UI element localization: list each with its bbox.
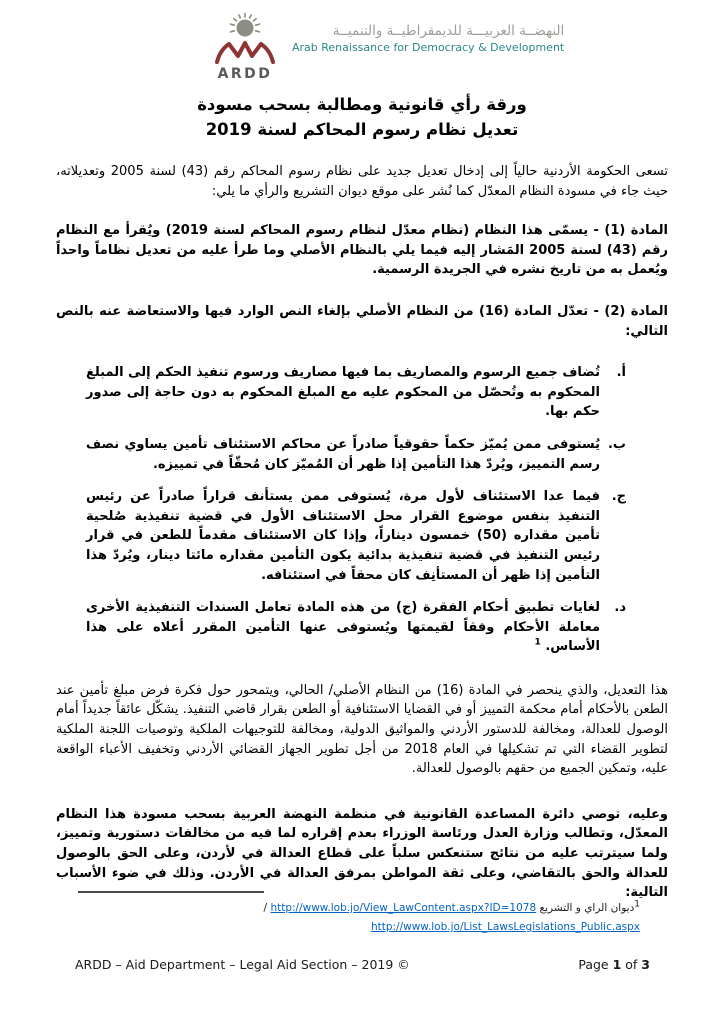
footnote-marker: 1 <box>634 899 640 910</box>
document-title-line2: تعديل نظام رسوم المحاكم لسنة 2019 <box>205 120 519 139</box>
list-item-d <box>86 598 626 657</box>
page-footer <box>75 957 650 972</box>
footnote-separator-rule <box>78 891 264 893</box>
document-title-line1: ورقة رأي قانونية ومطالبة بسحب مسودة <box>197 95 527 114</box>
list-item-b <box>86 435 626 474</box>
footnote-link-2[interactable]: http://www.lob.jo/List_LawsLegislations_Public.aspx <box>370 921 640 933</box>
footnote-link-1[interactable]: http://www.lob.jo/View_LawContent.aspx?ID=1078 <box>270 902 537 914</box>
footnote-area <box>78 891 640 937</box>
list-item-d-text <box>86 598 600 657</box>
footer-left-text: ARDD – Aid Department – Legal Aid Section – 2019 © <box>75 957 410 972</box>
page-of-label: of <box>621 957 642 972</box>
footnote-slash: / <box>263 902 268 914</box>
list-item-a-marker: أ. <box>616 365 626 381</box>
org-name-english: Arab Renaissance for Democracy & Development <box>292 41 565 54</box>
footnote-reference-1: 1 <box>534 637 541 648</box>
list-item-b-text: يُستوفى ممن يُميّز حكماً حقوقياً صادراً عن محاكم الاستئناف تأمين يساوي نصف رسم التمييز، ويُردّ هذا التأمين إذا ظهر أن المُميّز كان مُحقّاً في تمييزه. <box>86 436 600 472</box>
list-item-j-text: فيما عدا الاستئناف لأول مرة، يُستوفى ممن يستأنف قراراً صادراً عن رئيس التنفيذ بنفس موضوع القرار محل الاستئناف الأول في قضية تنفيذية صُلحية تأمين مقداره (50) خمسون ديناراً، وإذا كان الاستئناف مقدماً للطعن في قرار رئيس التنفيذ في قضية تنفيذية بدائية يكون التأمين مقداره مائتا دينار، ويُردّ هذا التأمين إذا ظهر أن المستأنِف كان محقاً في استئنافه. <box>86 489 600 583</box>
list-item-d-marker: د. <box>614 600 626 616</box>
ardd-logo-icon-block <box>210 12 280 82</box>
list-item-a <box>86 363 626 422</box>
page-number <box>578 957 650 972</box>
article-2-paragraph: المادة (2) - تعدّل المادة (16) من النظام الأصلي بإلغاء النص الوارد فيها والاستعاضة عنه بالنص التالي: <box>56 303 669 339</box>
footnote-label: ديوان الراي و التشريع <box>539 902 635 914</box>
article-1-paragraph: المادة (1) - يسمّى هذا النظام (نظام معدّل لنظام رسوم المحاكم لسنة 2019) ويُقرأ مع النظام رقم (43) لسنة 2005 المَشار إليه فيما يلي بالنظام الأصلي وما طرأ عليه من تعديل نظاماً واحداً ويُعمل به من تاريخ نشره في الجريدة الرسمية. <box>56 223 669 278</box>
ardd-sun-people-icon <box>212 12 278 64</box>
ardd-logo-names <box>292 12 564 82</box>
ardd-wordmark: ARDD <box>217 66 273 82</box>
page-current: 1 <box>612 957 622 972</box>
list-item-j-marker: ج. <box>611 489 626 505</box>
document-title <box>0 92 724 142</box>
ardd-logo <box>210 12 564 82</box>
page-label: Page <box>578 957 613 972</box>
analysis-paragraph: هذا التعديل، والذي ينحصر في المادة (16) من النظام الأصلي/ الحالي، ويتمحور حول فكرة فرض مبلغ تأمين عند الطعن بالأحكام أمام محكمة التمييز أو في القضايا الاستئنافية أو الطعن بقرار قاضي التنفيذ. يشكّل عائقاً جديداً أمام الوصول للعدالة، ومخالفة للدستور الأردني والمواثيق الدولية، ومخالفة للتوجيهات الملكية وتوصيات اللجنة الملكية لتطوير القضاء التي تم تشكيلها في العام 2018 من أجل تطوير الجهاز القضائي الأردني وتخفيف الأعباء الواقعة عليه، وتمكين الجميع من حقهم بالوصول للعدالة. <box>56 682 668 777</box>
intro-paragraph: تسعى الحكومة الأردنية حالياً إلى إدخال تعديل جديد على نظام رسوم المحاكم رقم (43) لسنة 2005 وتعديلاته، حيث جاء في مسودة النظام المعدّل كما نُشر على موقع ديوان التشريع والرأي ما يلي: <box>56 164 668 199</box>
list-item-b-marker: ب. <box>607 436 626 452</box>
org-name-arabic: النهضــة العربيـــة للديمقراطيــة والتنميــة <box>332 23 565 39</box>
recommendation-paragraph: وعليه، توصي دائرة المساعدة القانونية في منظمة النهضة العربية بسحب مسودة هذا النظام المعدّل، وتطالب وزارة العدل ورئاسة الوزراء بعدم إقراره لما فيه من مخالفات دستورية وتمييز، ولما سيترتب عليه من نتائج ستنعكس سلباً على قطاع العدالة في لأردن، وعلى الحق بالوصول للعدالة والحق بالتقاضي، وعلى ثقة المواطن بمرفق العدالة في الأردن. وذلك في ضوء الأسباب التالية: <box>56 806 668 901</box>
list-item-d-body: لغايات تطبيق أحكام الفقرة (ج) من هذه المادة تعامل السندات التنفيذية الأخرى معاملة الأحكام وفقاً لقيمتها ويُستوفى عنها التأمين المقرر أعلاه على هذا الأساس. <box>86 600 600 655</box>
footnote-line-1 <box>78 899 640 918</box>
page-total: 3 <box>641 957 650 972</box>
list-item-a-text: تُضاف جميع الرسوم والمصاريف بما فيها مصاريف ورسوم تنفيذ الحكم إلى المبلغ المحكوم به وتُحصّل من المحكوم عليه مع المبلغ المحكوم به دون حاجة إلى صدور حكم بها. <box>86 365 600 420</box>
document-body <box>56 162 668 903</box>
list-item-j <box>86 487 626 585</box>
footnote-line-2 <box>78 918 640 937</box>
